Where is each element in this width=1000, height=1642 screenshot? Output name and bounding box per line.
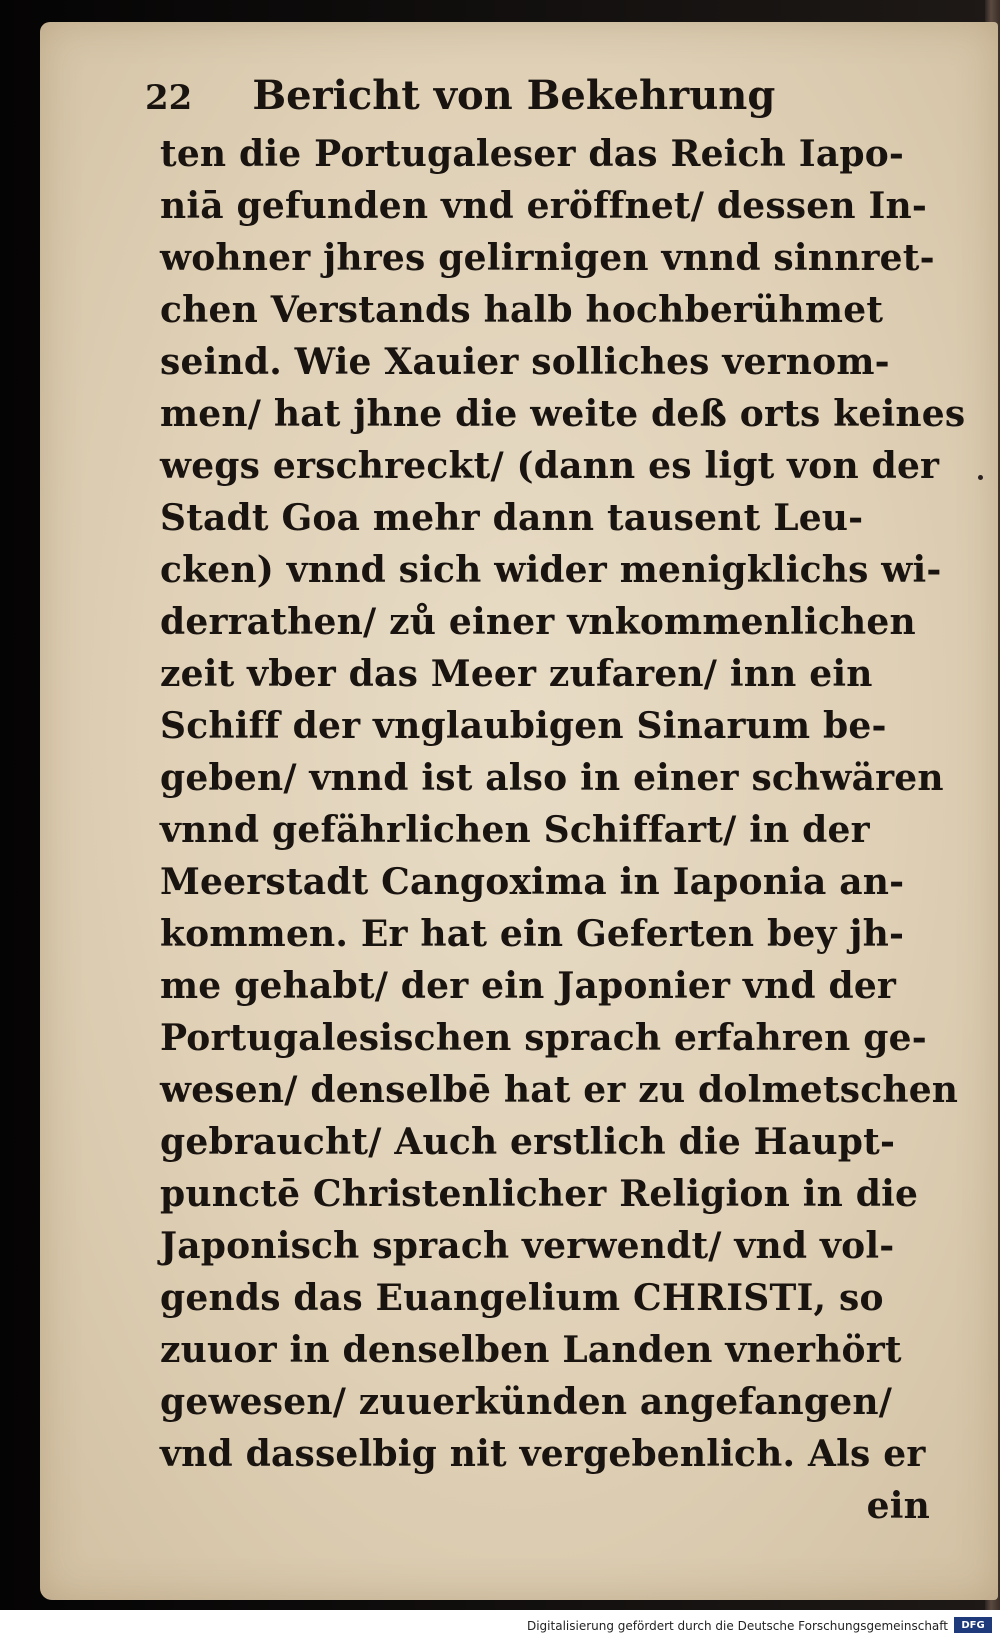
text-line: gewesen/ zuuerkünden angefangen/ [160,1381,893,1423]
text-line: seind. Wie Xauier solliches vernom- [160,341,890,383]
running-head: Bericht von Bekehrung [252,72,776,119]
text-line: Portugalesischen sprach erfahren ge- [160,1017,927,1059]
text-line: ten die Portugaleser das Reich Iapo- [160,133,905,175]
text-line: derrathen/ zů einer vnkommenlichen [160,601,916,643]
text-line: zeit vber das Meer zufaren/ inn ein [160,653,873,695]
text-line: Schiff der vnglaubigen Sinarum be- [160,705,887,747]
text-line: kommen. Er hat ein Geferten bey jh- [160,913,905,955]
text-line: vnd dasselbig nit vergebenlich. Als er [160,1433,926,1475]
page-number: 22 [145,78,193,118]
body-text [160,128,966,1532]
footer-bar [0,1610,1000,1642]
text-line: vnnd gefährlichen Schiffart/ in der [160,809,870,851]
page-header [145,72,945,132]
text-line: gebraucht/ Auch erstlich die Haupt- [160,1121,896,1163]
funding-notice: Digitalisierung gefördert durch die Deutsche Forschungsgemeinschaft [526,1619,948,1633]
text-line: zuuor in denselben Landen vnerhört [160,1329,902,1371]
text-line: Meerstadt Cangoxima in Iaponia an- [160,861,905,903]
text-line: punctē Christenlicher Religion in die [160,1173,919,1215]
text-line: geben/ vnnd ist also in einer schwären [160,757,944,799]
text-line: cken) vnnd sich wider menigklichs wi- [160,549,942,591]
text-line: Japonisch sprach verwendt/ vnd vol- [160,1225,895,1267]
text-line: gends das Euangelium CHRISTI, so [160,1277,884,1319]
text-line: wohner jhres gelirnigen vnnd sinnret- [160,237,935,279]
text-line: Stadt Goa mehr dann tausent Leu- [160,497,864,539]
catchword: ein [866,1485,930,1527]
text-line: wegs erschreckt/ (dann es ligt von der [160,445,940,487]
text-line: niā gefunden vnd eröffnet/ dessen In- [160,185,928,227]
text-line: me gehabt/ der ein Japonier vnd der [160,965,897,1007]
text-line: chen Verstands halb hochberühmet [160,289,884,331]
text-line: wesen/ denselbē hat er zu dolmetschen [160,1069,959,1111]
ink-speck [978,475,983,480]
dfg-logo: DFG [954,1617,992,1633]
text-line: men/ hat jhne die weite deß orts keines [160,393,966,435]
